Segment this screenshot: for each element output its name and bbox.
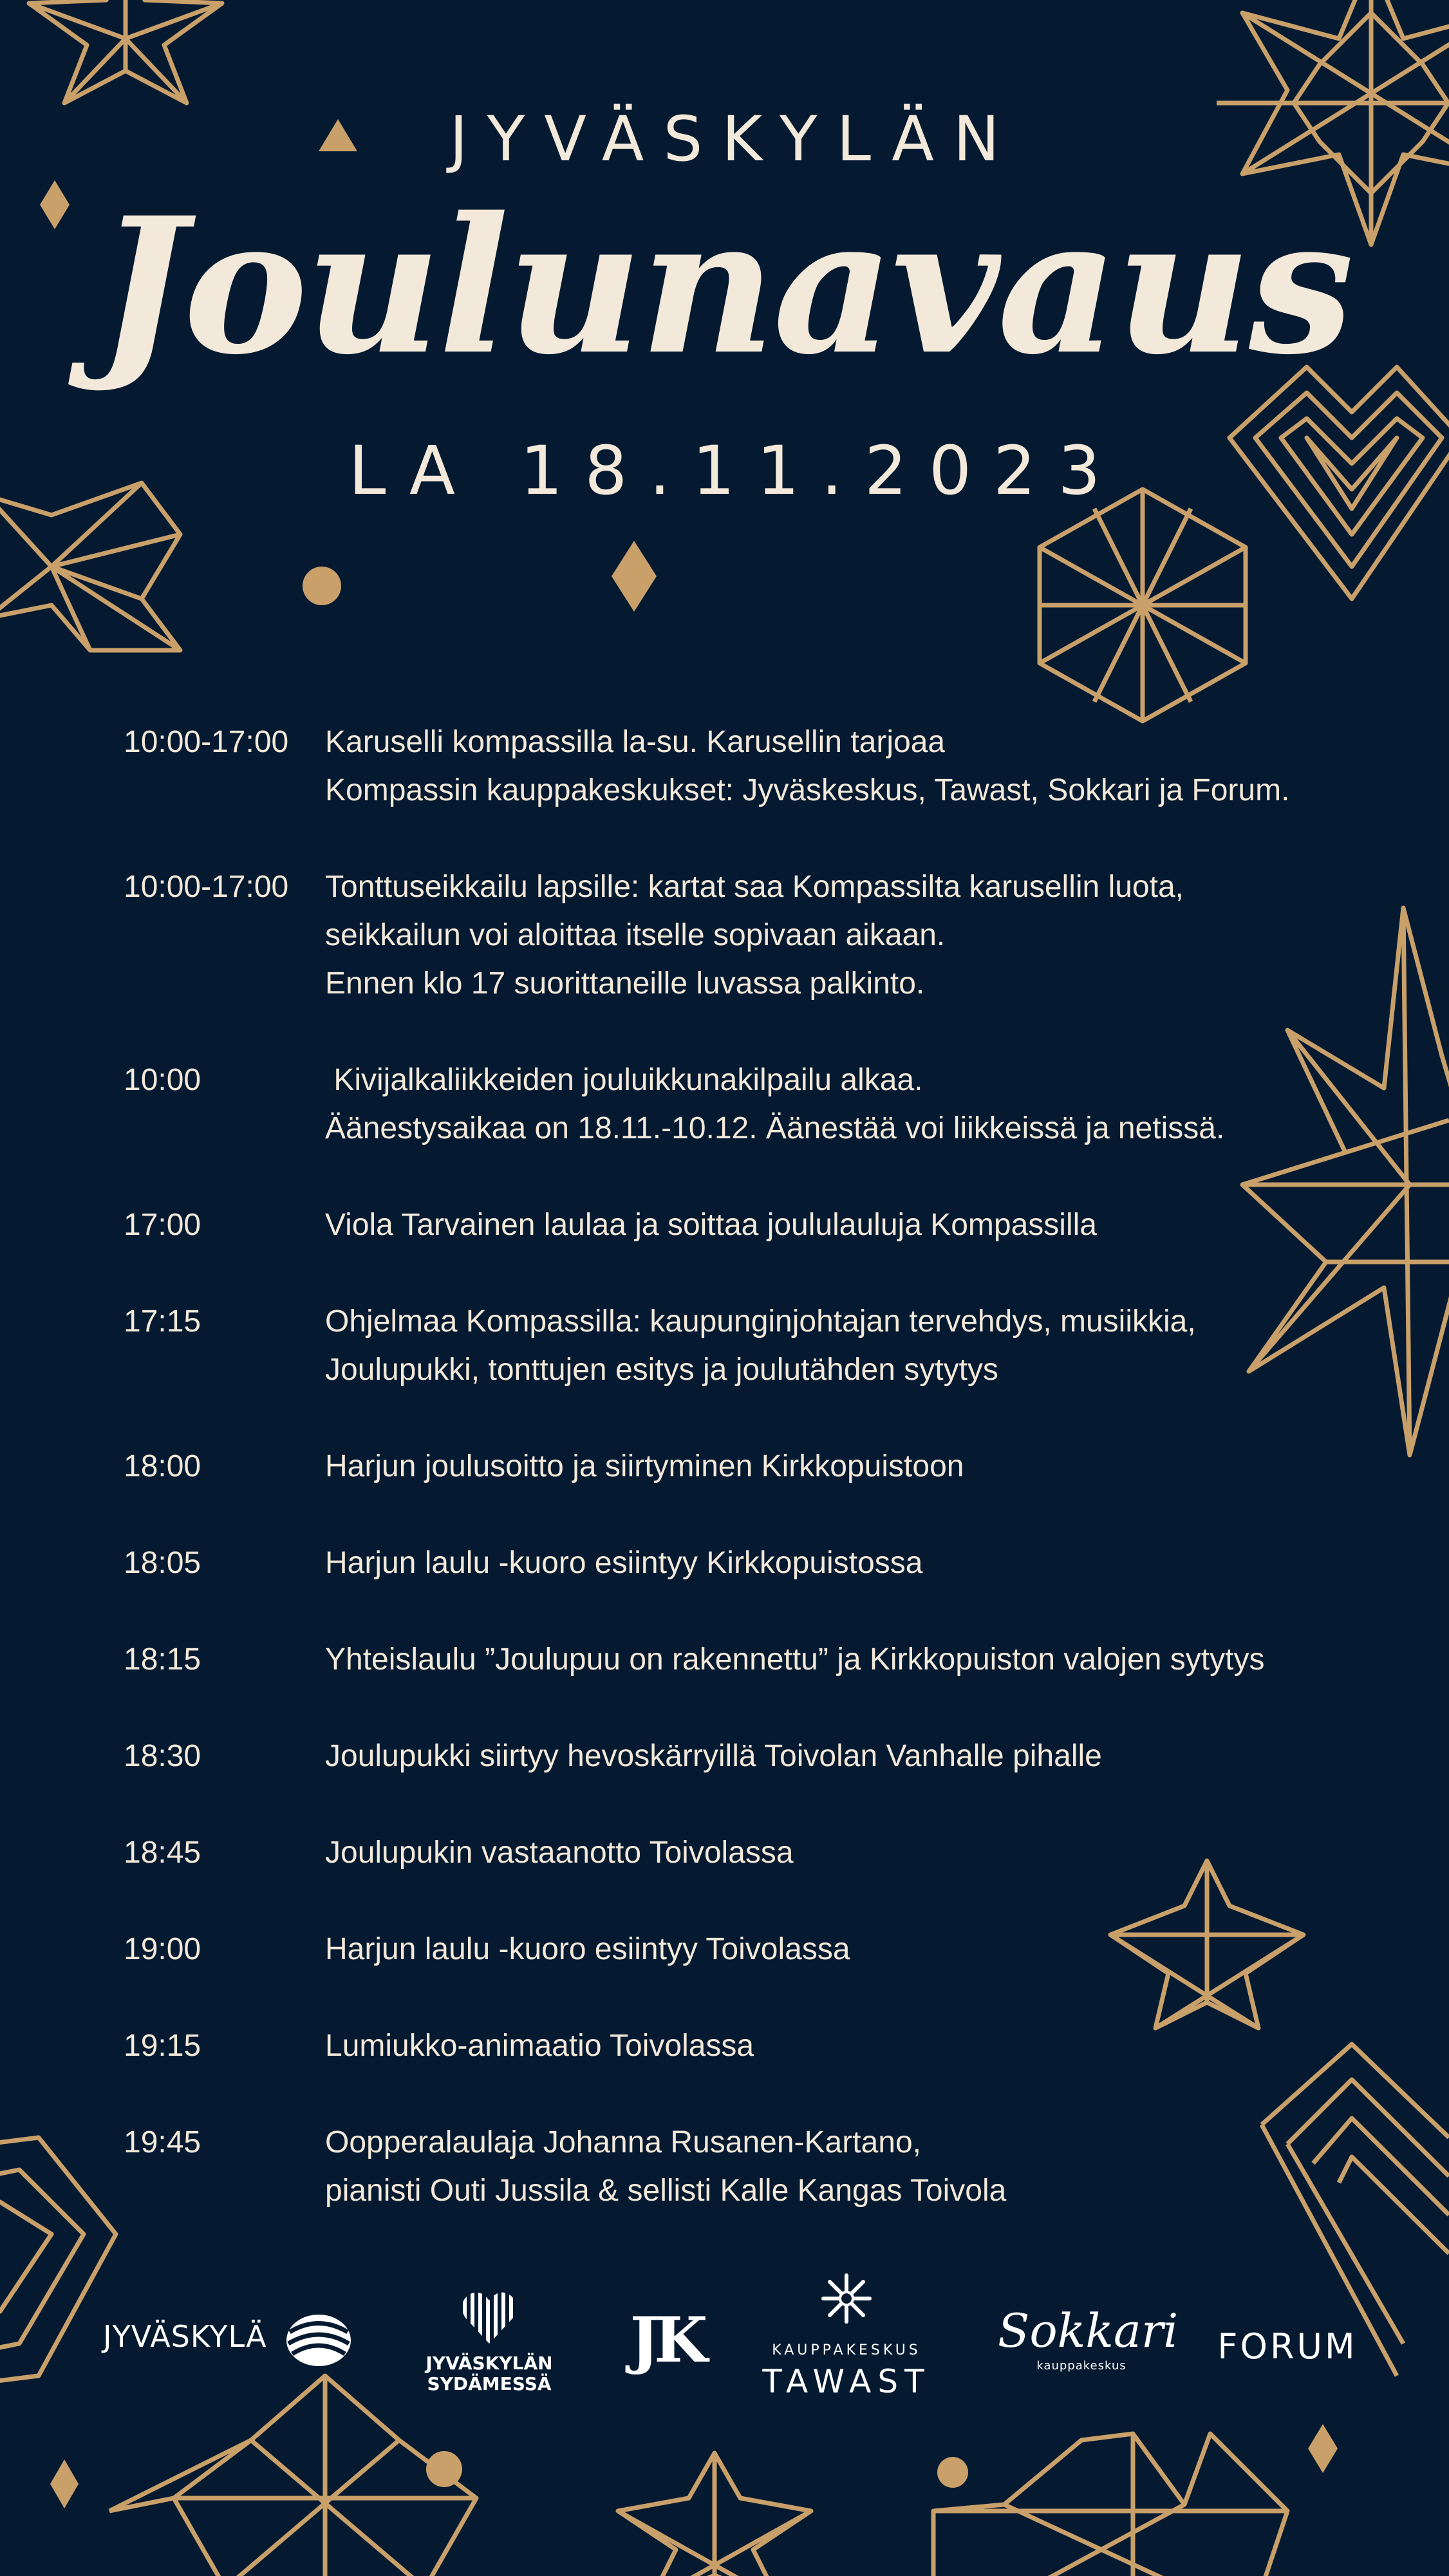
- schedule-line: Yhteislaulu ”Joulupuu on rakennettu” ja Kirkkopuiston valojen sytytys: [325, 1642, 1265, 1677]
- schedule-description: [325, 1539, 1419, 1587]
- schedule-time: 10:00-17:00: [124, 870, 289, 904]
- logo-sydamessa-line2: SYDÄMESSÄ: [427, 2373, 552, 2394]
- jyvaskyla-wave-icon: [283, 2311, 354, 2369]
- schedule-time: 19:15: [124, 2029, 201, 2063]
- schedule-description: [325, 1201, 1419, 1249]
- nested-chevron-left-icon: [0, 2138, 116, 2382]
- schedule-description: [325, 2022, 1419, 2070]
- schedule-line: Joulupukki, tonttujen esitys ja joulutähden sytytys: [325, 1353, 998, 1387]
- schedule-line: Ennen klo 17 suorittaneille luvassa palkinto.: [325, 966, 925, 1001]
- dot-icon: [303, 567, 341, 605]
- logo-sokkari-script: Sokkari: [998, 2304, 1179, 2358]
- schedule-description: [325, 1829, 1419, 1877]
- schedule-line: pianisti Outi Jussila & sellisti Kalle Kangas Toivola: [325, 2174, 1007, 2208]
- logo-tawast: [753, 2273, 940, 2402]
- diamond-icon: [1308, 2424, 1338, 2473]
- octagon-mandala-icon: [1040, 489, 1246, 721]
- logo-jyvaskyla-text: JYVÄSKYLÄ: [103, 2319, 267, 2354]
- header-kicker: JYVÄSKYLÄN: [449, 103, 1019, 175]
- schedule-line: Joulupukki siirtyy hevoskärryillä Toivolan Vanhalle pihalle: [325, 1739, 1102, 1773]
- dot-icon: [937, 2457, 968, 2488]
- schedule-description: [325, 1925, 1419, 1973]
- schedule-description: [325, 2118, 1419, 2215]
- logo-jyvaskeskus: JK: [630, 2304, 703, 2376]
- schedule-time: 19:45: [124, 2125, 201, 2159]
- schedule-time: 19:00: [124, 1932, 201, 1966]
- schedule-line: Harjun joulusoitto ja siirtyminen Kirkkopuistoon: [325, 1449, 964, 1483]
- schedule-time: 10:00: [124, 1063, 201, 1097]
- logo-sokkari: [998, 2304, 1179, 2389]
- schedule-description: [325, 1635, 1419, 1684]
- schedule-time: 17:15: [124, 1304, 201, 1339]
- schedule-line: Oopperalaulaja Johanna Rusanen-Kartano,: [325, 2125, 921, 2159]
- schedule-description: [325, 1297, 1419, 1394]
- schedule-description: [325, 1442, 1419, 1490]
- schedule-line: Kompassin kauppakeskukset: Jyväskeskus, Tawast, Sokkari ja Forum.: [325, 773, 1290, 807]
- schedule-time: 18:15: [124, 1642, 201, 1677]
- star-bottom-middle-icon: [618, 2453, 811, 2576]
- logo-forum: FORUM: [1217, 2326, 1358, 2367]
- schedule-description: [325, 863, 1419, 1008]
- schedule-line: Harjun laulu -kuoro esiintyy Kirkkopuistossa: [325, 1546, 923, 1580]
- dot-icon: [426, 2451, 462, 2487]
- schedule-line: Tonttuseikkailu lapsille: kartat saa Kompassilta karusellin luota,: [325, 870, 1184, 904]
- schedule-description: [325, 1732, 1419, 1780]
- logo-sydamessa-line1: JYVÄSKYLÄN: [425, 2353, 553, 2374]
- logo-sokkari-sub: kauppakeskus: [1036, 2359, 1126, 2373]
- logo-sydamessa-text: [412, 2353, 566, 2394]
- snowflake-star-icon: [821, 2273, 872, 2324]
- schedule-line: Harjun laulu -kuoro esiintyy Toivolassa: [325, 1932, 850, 1966]
- schedule-time: 10:00-17:00: [124, 725, 289, 759]
- schedule-line: Lumiukko-animaatio Toivolassa: [325, 2029, 754, 2063]
- schedule-line: seikkailun voi aloittaa itselle sopivaan aikaan.: [325, 918, 946, 952]
- diamond-icon: [612, 541, 657, 612]
- schedule-line: Kivijalkaliikkeiden jouluikkunakilpailu alkaa.: [325, 1063, 923, 1097]
- page-title: Joulunavaus: [97, 177, 1352, 396]
- schedule-description: [325, 1056, 1419, 1152]
- schedule-time: 18:45: [124, 1836, 201, 1870]
- diamond-icon: [50, 2459, 79, 2508]
- schedule-description: [325, 718, 1419, 814]
- logo-jyvaskyla: [103, 2311, 360, 2369]
- schedule-time: 17:00: [124, 1208, 201, 1242]
- striped-heart-icon: [460, 2289, 518, 2347]
- schedule-time: 18:05: [124, 1546, 201, 1580]
- schedule-line: Joulupukin vastaanotto Toivolassa: [325, 1836, 794, 1870]
- schedule-time: 18:30: [124, 1739, 201, 1773]
- star-top-left-icon: [29, 0, 222, 103]
- logo-jyvaskylan-sydamessa: [412, 2289, 566, 2398]
- schedule-line: Ohjelmaa Kompassilla: kaupunginjohtajan tervehdys, musiikkia,: [325, 1304, 1196, 1339]
- schedule-time: 18:00: [124, 1449, 201, 1483]
- event-date: LA 18.11.2023: [348, 431, 1123, 510]
- logo-tawast-big: TAWAST: [762, 2363, 931, 2400]
- star-bottom-right-icon: [933, 2434, 1287, 2576]
- schedule-line: Äänestysaikaa on 18.11.-10.12. Äänestää voi liikkeissä ja netissä.: [325, 1111, 1225, 1145]
- schedule-line: Karuselli kompassilla la-su. Karusellin tarjoaa: [325, 725, 946, 759]
- star-bottom-left-icon: [109, 2376, 476, 2576]
- logo-tawast-small: KAUPPAKESKUS: [772, 2342, 921, 2358]
- schedule-line: Viola Tarvainen laulaa ja soittaa joululauluja Kompassilla: [325, 1208, 1097, 1242]
